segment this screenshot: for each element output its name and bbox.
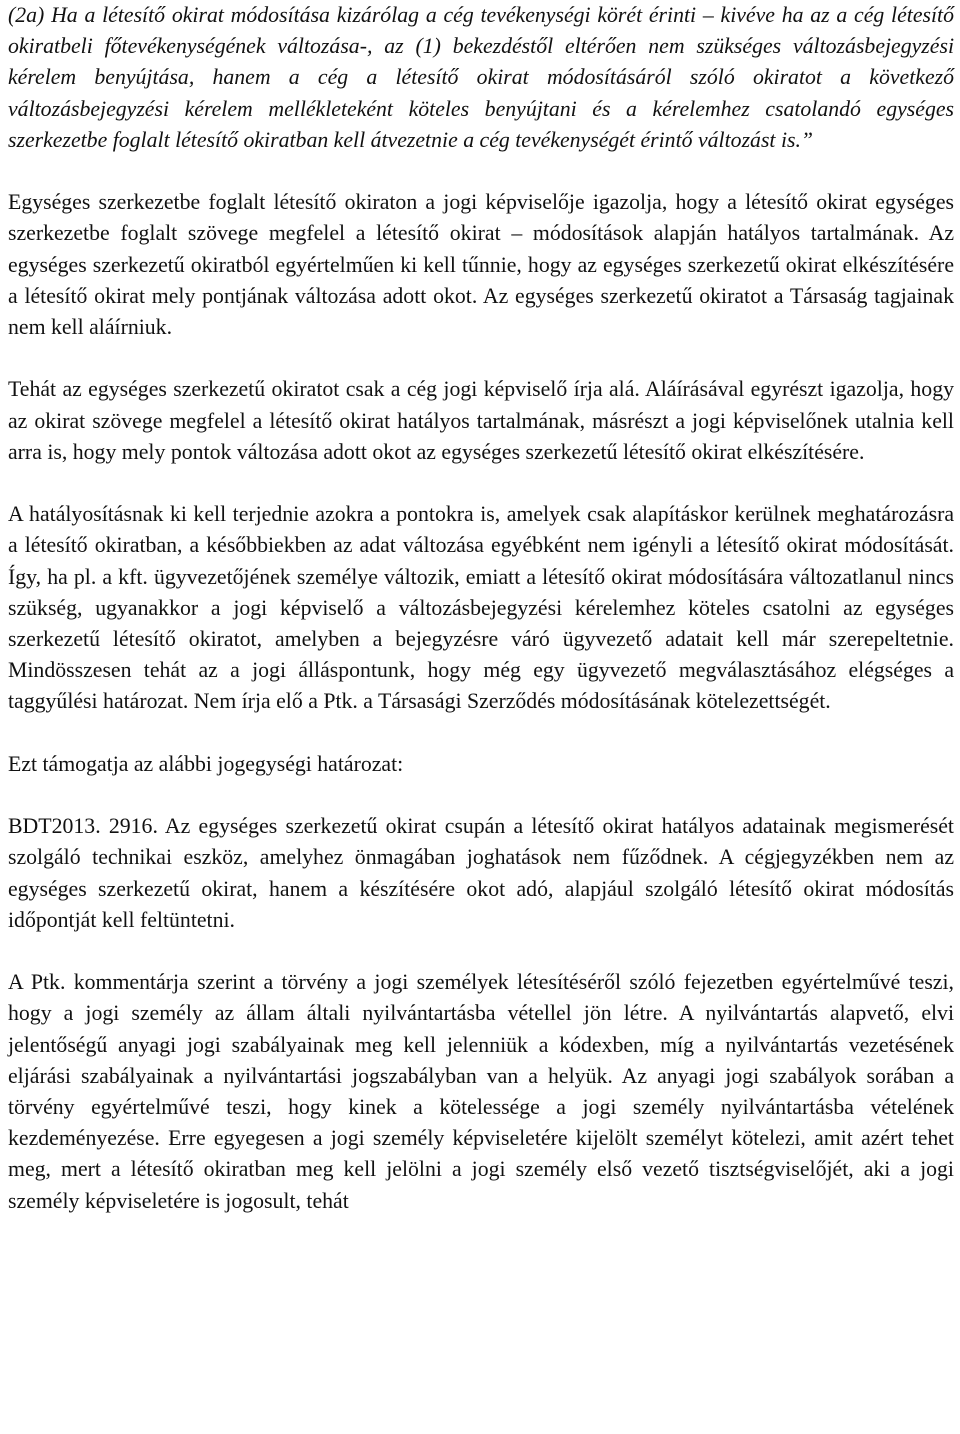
paragraph-spacer bbox=[8, 468, 954, 499]
quoted-law-paragraph-2a: (2a) Ha a létesítő okirat módosítása kizárólag a cég tevékenységi körét érinti – kivéve ha az a cég létesítő okiratbeli főtevékenységének változása-, az (1) bekezdéstől eltérően nem szükséges változásbejegyzési kérelem benyújtása, hanem a cég a létesítő okirat módosításáról szóló okiratot a következő változásbejegyzési kérelem mellékleteként köteles benyújtani és a kérelemhez csatolandó egységes szerkezetbe foglalt létesítő okiratban kell átvezetnie a cég tevékenységét érintő változást is.” bbox=[8, 3, 954, 152]
paragraph-spacer bbox=[8, 718, 954, 749]
paragraph-spacer bbox=[8, 343, 954, 374]
document-page bbox=[8, 0, 954, 1217]
paragraph-spacer bbox=[8, 936, 954, 967]
paragraph-consolidation: A hatályosításnak ki kell terjednie azokra a pontokra is, amelyek csak alapításkor kerülnek meghatározásra a létesítő okiratban, a későbbiekben az adat változása egyébként nem igényli a létesítő okirat módosítását. Így, ha pl. a kft. ügyvezetőjének személye változik, emiatt a létesítő okirat módosítására változatlanul nincs szükség, ugyanakkor a jogi képviselő a változásbejegyzési kérelemhez köteles csatolni az egységes szerkezetű létesítő okiratot, amelyben a bejegyzésre váró ügyvezető adatait kell már szerepeltetnie. Mindösszesen tehát az a jogi álláspontunk, hogy még egy ügyvezető megválasztásához elégséges a taggyűlési határozat. Nem írja elő a Ptk. a Társasági Szerződés módosításának kötelezettségét. bbox=[8, 502, 954, 714]
paragraph-signature: Tehát az egységes szerkezetű okiratot csak a cég jogi képviselő írja alá. Aláírásával egyrészt igazolja, hogy az okirat szövege megfelel a létesítő okirat hatályos tartalmának, másrészt a jogi képviselőnek utalnia kell arra is, hogy mely pontok változása adott okot az egységes szerkezetű létesítő okirat elkészítésére. bbox=[8, 377, 954, 464]
paragraph-spacer bbox=[8, 156, 954, 187]
paragraph-spacer bbox=[8, 780, 954, 811]
paragraph-supporting-ruling-intro: Ezt támogatja az alábbi jogegységi határozat: bbox=[8, 751, 404, 776]
paragraph-bdt-ruling: BDT2013. 2916. Az egységes szerkezetű okirat csupán a létesítő okirat hatályos adatainak megismerését szolgáló technikai eszköz, amelyhez önmagában joghatások nem fűződnek. A cégjegyzékben nem az egységes szerkezetű okirat, hanem a készítésére okot adó, alapjául szolgáló létesítő okirat módosítás időpontját kell feltüntetni. bbox=[8, 814, 954, 932]
paragraph-ptk-commentary: A Ptk. kommentárja szerint a törvény a jogi személyek létesítéséről szóló fejezetben egyértelművé teszi, hogy a jogi személy az állam általi nyilvántartásba vétellel jön létre. A nyilvántartás alapvető, elvi jelentőségű anyagi jogi szabályainak meg kell jelenniük a kódexben, míg a nyilvántartás vezetésének eljárási szabályainak a nyilvántartási jogszabályban van a helyük. Az anyagi jogi szabályok sorában a törvény egyértelművé teszi, hogy kinek a kötelessége a jogi személy nyilvántartásba vételének kezdeményezése. Erre egyegesen a jogi személy képviseletére kijelölt személyt kötelezi, amit azért tehet meg, mert a létesítő okiratban meg kell jelölni a jogi személy első vezető tisztségviselőjét, aki a jogi személy képviseletére is jogosult, tehát bbox=[8, 970, 954, 1213]
paragraph-unified-structure: Egységes szerkezetbe foglalt létesítő okiraton a jogi képviselője igazolja, hogy a létesítő okirat egységes szerkezetbe foglalt szövege megfelel a létesítő okirat – módosítások alapján hatályos tartalmának. Az egységes szerkezetű okiratból egyértelműen ki kell tűnnie, hogy az egységes szerkezetű okirat elkészítésére a létesítő okirat mely pontjának változása adott okot. Az egységes szerkezetű okiratot a Társaság tagjainak nem kell aláírniuk. bbox=[8, 190, 954, 340]
